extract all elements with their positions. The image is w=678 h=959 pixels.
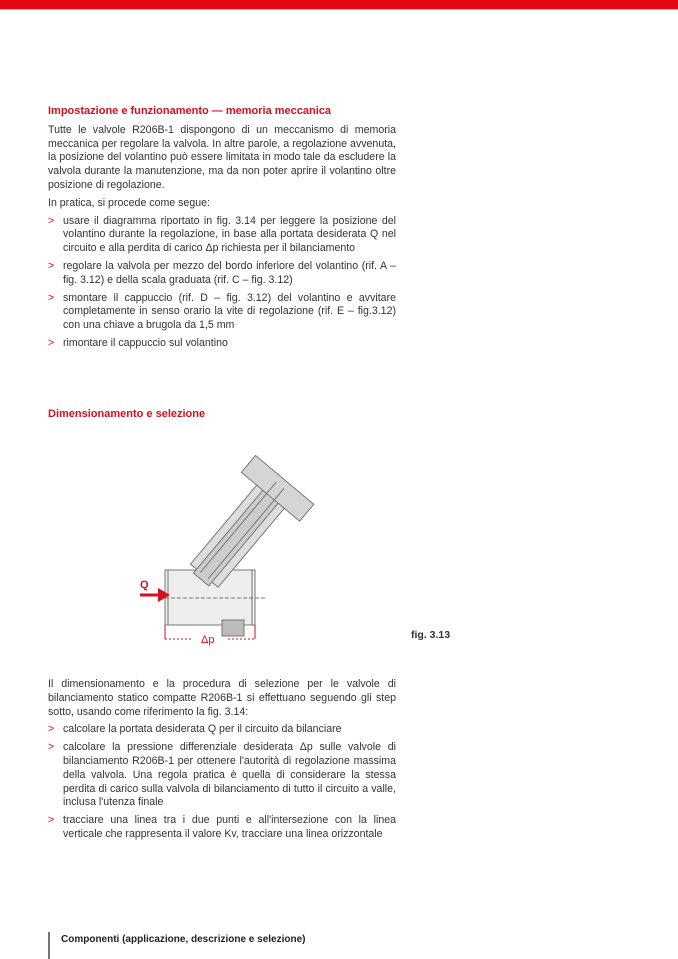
footer-divider xyxy=(48,932,50,959)
list-item-text: smontare il cappuccio (rif. D – fig. 3.12) del volantino e avvitare completamente in senso orario la vite di regolazione (rif. E – fig.3.12) con una chiave a brugola da 1,5 mm xyxy=(63,291,396,332)
bullet-list xyxy=(48,723,396,841)
q-label: Q xyxy=(140,579,149,591)
dp-label: Δp xyxy=(201,634,215,646)
list-item xyxy=(48,215,396,256)
valve-cross-section-figure xyxy=(130,455,330,650)
list-item xyxy=(48,723,396,737)
list-item xyxy=(48,260,396,288)
section-memoria-meccanica xyxy=(48,105,396,355)
header-bar xyxy=(0,0,678,10)
bullet-marker: > xyxy=(48,259,55,272)
list-item-text: calcolare la pressione differenziale desiderata Δp sulle valvole di bilanciamento R206B-1 per ottenere l'autorità di regolazione massima della valvola. Una regola pratica è quella di considerare la stessa perdita di carico sulla valvola di bilanciamento di tutto il circuito a valle, inclusa l'utenza finale xyxy=(63,741,396,809)
bullet-marker: > xyxy=(48,336,55,349)
section-dimensionamento xyxy=(48,678,396,846)
paragraph: Tutte le valvole R206B-1 dispongono di un meccanismo di memoria meccanica per regolare la valvola. In altre parole, a regolazione avvenuta, la posizione del volantino può essere limitata in modo tale da escludere la valvola durante la manutenzione, ma da non poter aprire il volantino oltre posizione di regolazione. xyxy=(48,123,396,191)
bullet-marker: > xyxy=(48,741,55,754)
bullet-marker: > xyxy=(48,214,55,227)
bullet-marker: > xyxy=(48,291,55,304)
bullet-list xyxy=(48,215,396,351)
list-item-text: usare il diagramma riportato in fig. 3.14 per leggere la posizione del volantino durante la regolazione, in base alla portata desiderata Q nel circuito e alla perdita di carico Δp richiesta per il bilanciamento xyxy=(63,214,396,255)
list-item-text: calcolare la portata desiderata Q per il circuito da bilanciare xyxy=(63,723,342,736)
paragraph: In pratica, si procede come segue: xyxy=(48,196,210,209)
bullet-marker: > xyxy=(48,723,55,736)
list-item-text: rimontare il cappuccio sul volantino xyxy=(63,336,228,349)
list-item xyxy=(48,337,396,351)
paragraph: Il dimensionamento e la procedura di selezione per le valvole di bilanciamento statico compatte R206B-1 si effettuano seguendo gli step sotto, usando come riferimento la fig. 3.14: xyxy=(48,678,396,718)
bullet-marker: > xyxy=(48,814,55,827)
footer-section-title: Componenti (applicazione, descrizione e selezione) xyxy=(61,934,306,945)
list-item-text: regolare la valvola per mezzo del bordo inferiore del volantino (rif. A – fig. 3.12) e della scala graduata (rif. C – fig. 3.12) xyxy=(63,259,396,286)
section-heading: Impostazione e funzionamento — memoria meccanica xyxy=(48,105,332,117)
list-item-text: tracciare una linea tra i due punti e all'intersezione con la linea verticale che rappresenta il valore Kv, tracciare una linea orizzontale xyxy=(63,814,396,840)
list-item xyxy=(48,292,396,333)
figure-caption: fig. 3.13 xyxy=(411,629,451,641)
list-item xyxy=(48,814,396,842)
list-item xyxy=(48,741,396,810)
section-heading: Dimensionamento e selezione xyxy=(48,408,206,420)
